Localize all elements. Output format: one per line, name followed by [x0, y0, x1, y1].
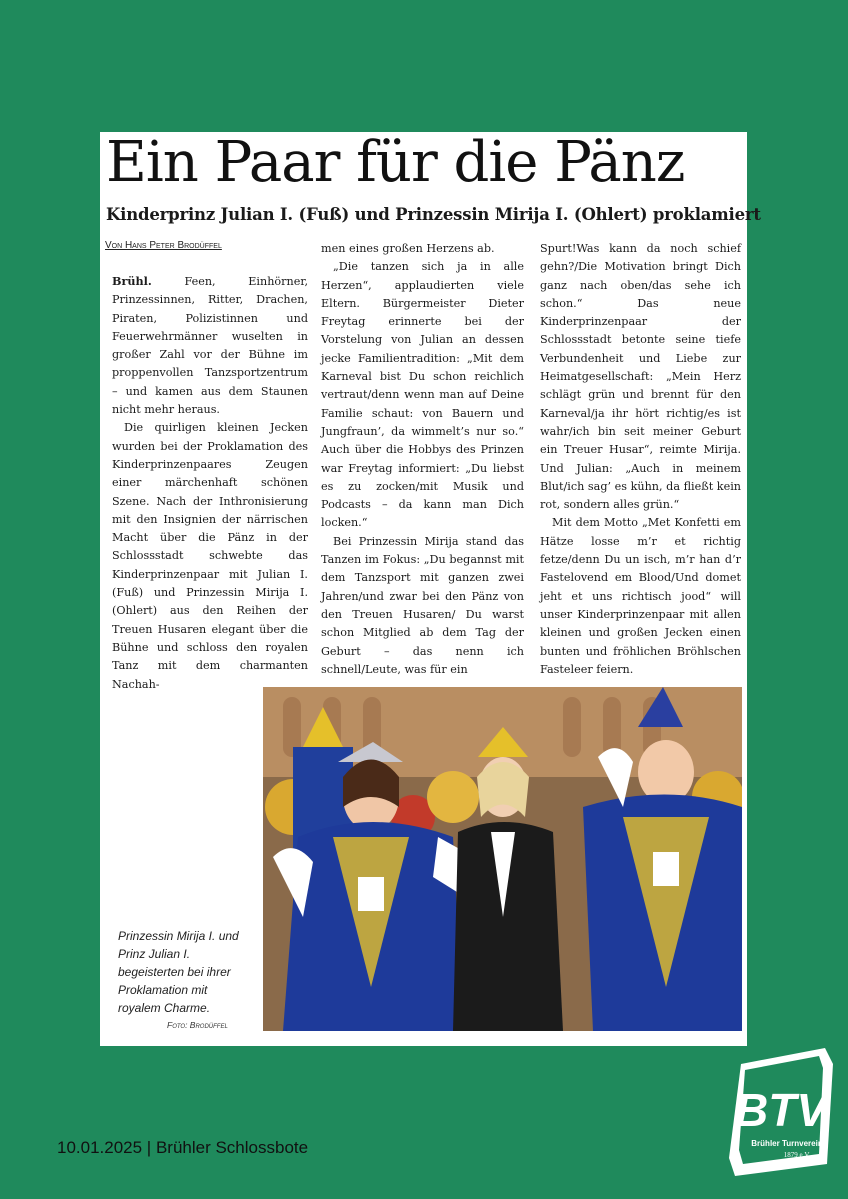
logo-year: 1879 e.V.	[783, 1151, 811, 1159]
paragraph	[112, 272, 308, 419]
paragraph-text: Feen, Einhörner, Prinzessinnen, Ritter, Drachen, Piraten, Polizistinnen und Feuerwehrmänner wuselten in großer Zahl vor der Bühne im proppenvollen Tanzsportzentrum – und kamen aus dem Staunen nicht mehr heraus.	[112, 275, 308, 417]
article-column-2	[321, 240, 524, 679]
article-column-1	[112, 272, 308, 694]
paragraph: Die quirligen kleinen Jecken wurden bei der Proklamation des Kinderprinzenpaares Zeugen einer märchenhaft schönen Szene. Nach der Inthronisierung mit den Insignien der närrischen Macht über die Pänz in der Schlossstadt schwebte das Kinderprinzenpaar mit Julian I. (Fuß) und Prinzessin Mirija I. (Ohlert) aus den Reihen der Treuen Husaren elegant über die Bühne und schloss den royalen Tanz mit dem charmanten Nachah-	[112, 421, 308, 691]
headline: Ein Paar für die Pänz	[106, 130, 685, 195]
paragraph: „Die tanzen sich ja in alle Herzen“, applaudierten viele Eltern. Bürgermeister Dieter Freytag erinnerte bei der Vorstelung von Julian an dessen jecke Familientradition: „Mit dem Karneval bist Du schon reichlich vertraut/denn wenn man auf Deine Familie schaut: von Bauern und Jungfraun’, da wimmelt’s nur so.“ Auch über die Hobbys des Prinzen war Freytag informiert: „Du liebst es zu zocken/mit Musik und Podcasts – da kann man Dich locken.“	[321, 260, 524, 530]
dateline: Brühl.	[112, 274, 152, 288]
paragraph: Mit dem Motto „Met Konfetti em Hätze losse m’r et richtig fetze/denn Du un isch, m’r han d’r Fastelovend em Blood/Und domet jeht et uns richtisch jood“ will unser Kinderprinzenpaar mit allen kleinen und großen Jecken einen bunten und fröhlichen Bröhlschen Fasteleer feiern.	[540, 516, 741, 676]
paragraph: Bei Prinzessin Mirija stand das Tanzen im Fokus: „Du begannst mit dem Tanzsport mit ganzen zwei Jahren/und zwar bei den Pänz von den Treuen Husaren/ Du warst schon Mitglied ab dem Tag der Geburt – das nenn ich schnell/Leute, was für ein	[321, 534, 524, 676]
event-photo	[263, 687, 742, 1031]
subheadline: Kinderprinz Julian I. (Fuß) und Prinzessin Mirija I. (Ohlert) proklamiert	[106, 205, 761, 224]
btv-logo	[727, 1046, 835, 1178]
byline	[105, 240, 222, 251]
paragraph: men eines großen Herzens ab.	[321, 242, 495, 255]
newspaper-clipping	[100, 130, 761, 1046]
logo-letters: BTV	[735, 1084, 827, 1136]
byline-text: Von Hans Peter Brodüffel	[105, 240, 222, 251]
paragraph: Spurt!Was kann da noch schief gehn?/Die Motivation bringt Dich ganz nach oben/das sehe ich schon.“ Das neue Kinderprinzenpaar der Schlossstadt betonte seine tiefe Verbundenheit und Liebe zur Heimatgesellschaft: „Mein Herz schlägt grün und brennt für den Karneval/ja ihr hört richtig/es ist wahr/ich bin seit meiner Geburt ein Treuer Husar“, reimte Mirija. Und Julian: „Auch in meinem Blut/ich sag’ es kühn, da fließt kein rot, sondern alles grün.“	[540, 242, 741, 512]
article-column-3	[540, 240, 741, 679]
logo-club-name: Brühler Turnverein	[751, 1139, 823, 1148]
photo-credit: Foto: Brodüffel	[167, 1020, 228, 1030]
footer-date-source: 10.01.2025 | Brühler Schlossbote	[57, 1138, 309, 1157]
photo-caption: Prinzessin Mirija I. und Prinz Julian I. begeisterten bei ihrer Proklamation mit royalem Charme.	[118, 929, 239, 1015]
